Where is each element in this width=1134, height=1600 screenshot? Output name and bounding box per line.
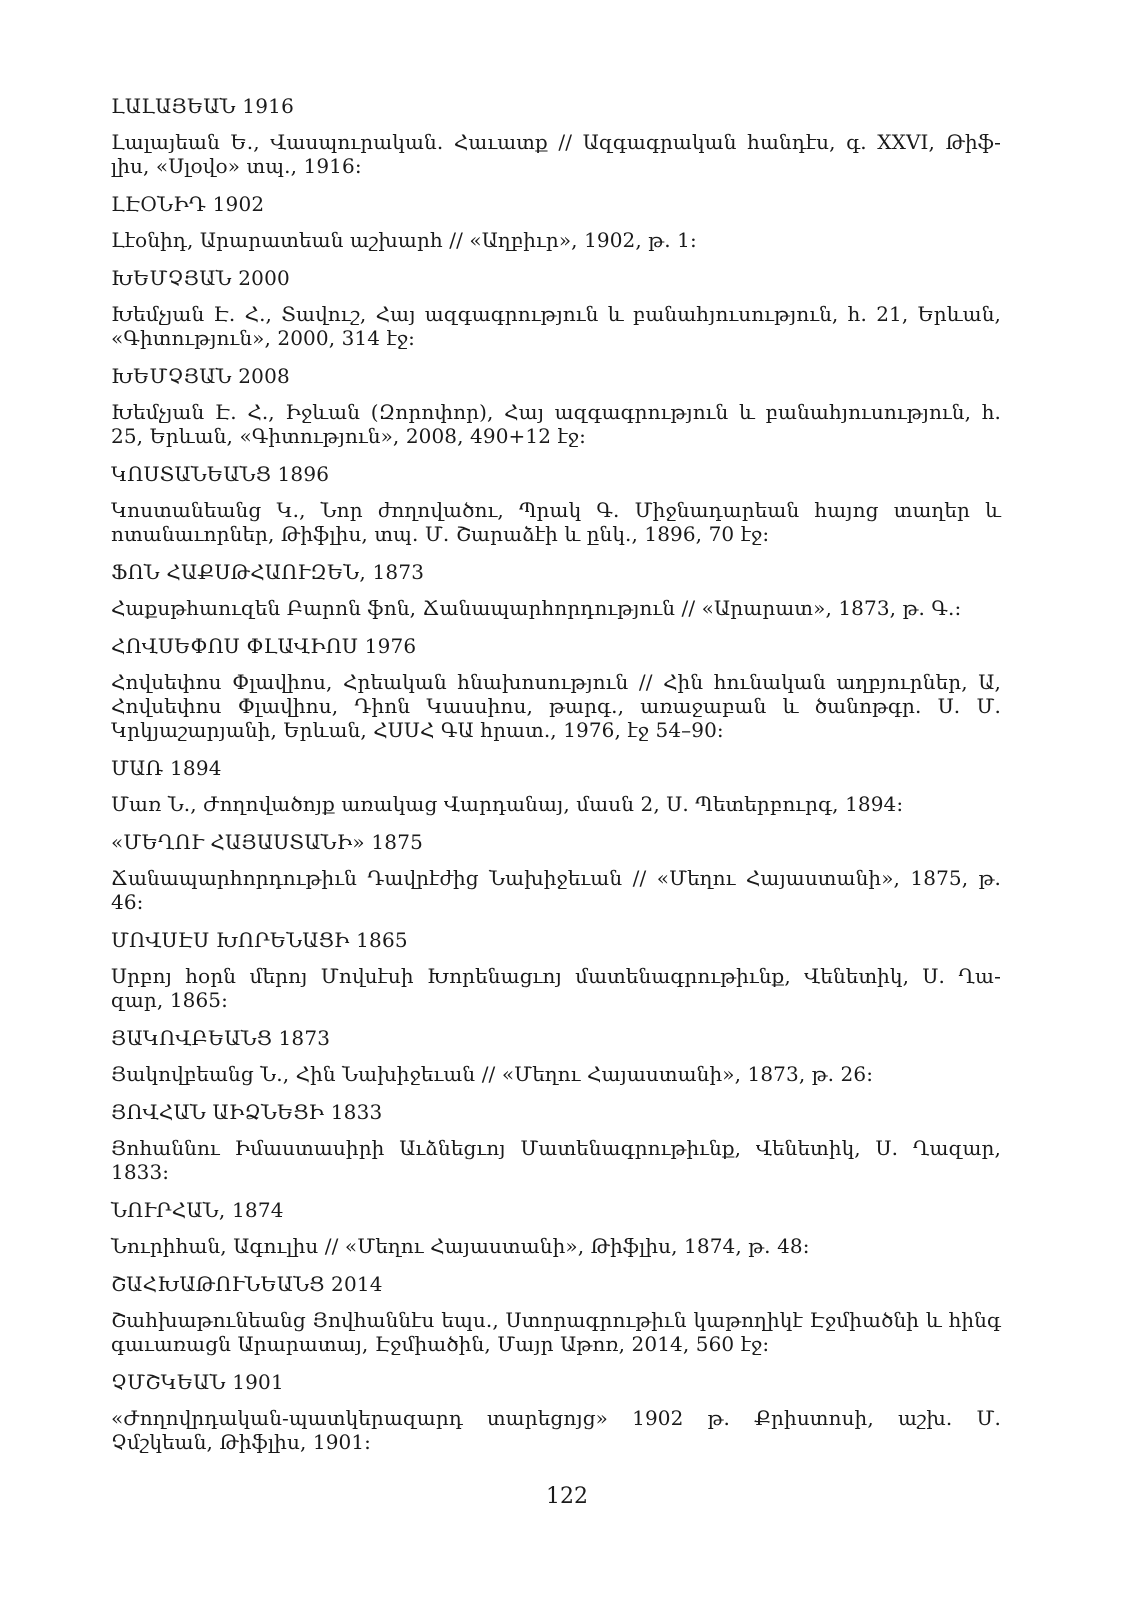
entry-heading: «ՄԵՂՈՒ ՀԱՅԱՍՏԱՆԻ» 1875 xyxy=(111,830,424,854)
entry-heading: ՄԱՌ 1894 xyxy=(111,756,222,780)
bibliography-entry xyxy=(111,1272,1001,1356)
bibliography-entry xyxy=(111,928,1001,1012)
bibliography-entry xyxy=(111,634,1001,742)
bibliography-entry xyxy=(111,560,1001,620)
bibliography-entry xyxy=(111,830,1001,914)
entry-text: Կոստանեանց Կ., Նոր ժողովածու, Պրակ Գ. Միջնադարեան հայոց տաղեր և ոտանաւորներ, Թիֆլիս, տպ. Մ. Շարաձէի և ընկ., 1896, 70 էջ: xyxy=(111,498,1001,546)
entry-text: Յակովբեանց Ն., Հին Նախիջեւան // «Մեղու Հայաստանի», 1873, թ. 26: xyxy=(111,1062,874,1086)
entry-text: Նուրիհան, Ագուլիս // «Մեղու Հայաստանի», Թիֆլիս, 1874, թ. 48: xyxy=(111,1234,810,1258)
entry-text: Խեմչյան Է. Հ., Տավուշ, Հայ ազգագրություն և բանահյուսություն, հ. 21, Երևան, «Գիտություն», 2000, 314 էջ: xyxy=(111,302,1001,350)
entry-text: Հաքսթհաուզեն Բարոն ֆոն, Ճանապարհորդություն // «Արարատ», 1873, թ. Գ.: xyxy=(111,596,962,620)
entry-text: Յոհաննու Իմաստասիրի Աւձնեցւոյ Մատենագրութիւնք, Վենետիկ, Ս. Ղազար, 1833: xyxy=(111,1136,1001,1184)
entry-heading: ԽԵՄՉՅԱՆ 2000 xyxy=(111,266,290,290)
entry-heading: ՆՈՒՐՀԱՆ, 1874 xyxy=(111,1198,284,1222)
entry-heading: ՀՈՎՍԵՓՈՍ ՓԼԱՎԻՈՍ 1976 xyxy=(111,634,417,658)
bibliography-entry xyxy=(111,364,1001,448)
entry-text: Սրբոյ հօրն մերոյ Մովսէսի Խորենացւոյ մատենագրութիւնք, Վենետիկ, Ս. Ղա- զար, 1865: xyxy=(111,964,1001,1012)
entry-heading: ՅՈՎՀԱՆ ԱԻՁՆԵՑԻ 1833 xyxy=(111,1100,383,1124)
bibliography-entry xyxy=(111,94,1001,178)
entry-text: Հովսեփոս Փլավիոս, Հրեական հնախոսություն // Հին հունական աղբյուրներ, Ա, Հովսեփոս Փլավիոս, Դիոն Կասսիոս, թարգ., առաջաբան և ծանոթգր. Ս. Մ. Կրկյաշարյանի, Երևան, ՀՍՍՀ ԳԱ հրատ., 1976, էջ 54–90: xyxy=(111,670,1001,742)
bibliography-entry xyxy=(111,462,1001,546)
entry-text: «Ժողովրդական-պատկերազարդ տարեցոյց» 1902 թ. Քրիստոսի, աշխ. Մ. Չմշկեան, Թիֆլիս, 1901: xyxy=(111,1406,1001,1454)
entry-heading: ԽԵՄՉՅԱՆ 2008 xyxy=(111,364,290,388)
bibliography-list xyxy=(111,94,1001,1468)
bibliography-entry xyxy=(111,1100,1001,1184)
entry-heading: ԼԱԼԱՅԵԱՆ 1916 xyxy=(111,94,295,118)
entry-heading: ՄՈՎՍԷՍ ԽՈՐԵՆԱՑԻ 1865 xyxy=(111,928,408,952)
bibliography-entry xyxy=(111,756,1001,816)
entry-heading: ՖՈՆ ՀԱՔՍԹՀԱՈՒԶԵՆ, 1873 xyxy=(111,560,425,584)
entry-text: Լալայեան Ե., Վասպուրական. Հաւատք // Ազգագրական հանդէս, գ. XXVI, Թիֆ- լիս, «Սլօվօ» տպ., 1916: xyxy=(111,130,1001,178)
entry-text: Ճանապարհորդութիւն Դավրէժից Նախիջեւան // «Մեղու Հայաստանի», 1875, թ. 46: xyxy=(111,866,1001,914)
entry-heading: ՅԱԿՈՎԲԵԱՆՑ 1873 xyxy=(111,1026,331,1050)
bibliography-entry xyxy=(111,266,1001,350)
page-number: 122 xyxy=(546,1484,588,1509)
entry-text: Մառ Ն., Ժողովածոյք առակաց Վարդանայ, մասն 2, Ս. Պետերբուրգ, 1894: xyxy=(111,792,904,816)
entry-text: Շահխաթունեանց Յովհաննէս եպս., Ստորագրութիւն կաթողիկէ Էջմիածնի և հինգ գաւառացն Արարատայ, Էջմիածին, Մայր Աթոռ, 2014, 560 էջ: xyxy=(111,1308,1001,1356)
bibliography-entry xyxy=(111,1198,1001,1258)
entry-text: Խեմչյան Է. Հ., Իջևան (Զորոփոր), Հայ ազգագրություն և բանահյուսություն, հ. 25, Երևան, «Գիտություն», 2008, 490+12 էջ: xyxy=(111,400,1001,448)
entry-heading: ԼԷՕՆԻԴ 1902 xyxy=(111,192,265,216)
bibliography-entry xyxy=(111,1370,1001,1454)
entry-text: Լէօնիդ, Արարատեան աշխարհ // «Աղբիւր», 1902, թ. 1: xyxy=(111,228,697,252)
bibliography-entry xyxy=(111,1026,1001,1086)
entry-heading: ՇԱՀԽԱԹՈՒՆԵԱՆՑ 2014 xyxy=(111,1272,383,1296)
entry-heading: ՉՄՇԿԵԱՆ 1901 xyxy=(111,1370,284,1394)
entry-heading: ԿՈՍՏԱՆԵԱՆՑ 1896 xyxy=(111,462,330,486)
bibliography-entry xyxy=(111,192,1001,252)
